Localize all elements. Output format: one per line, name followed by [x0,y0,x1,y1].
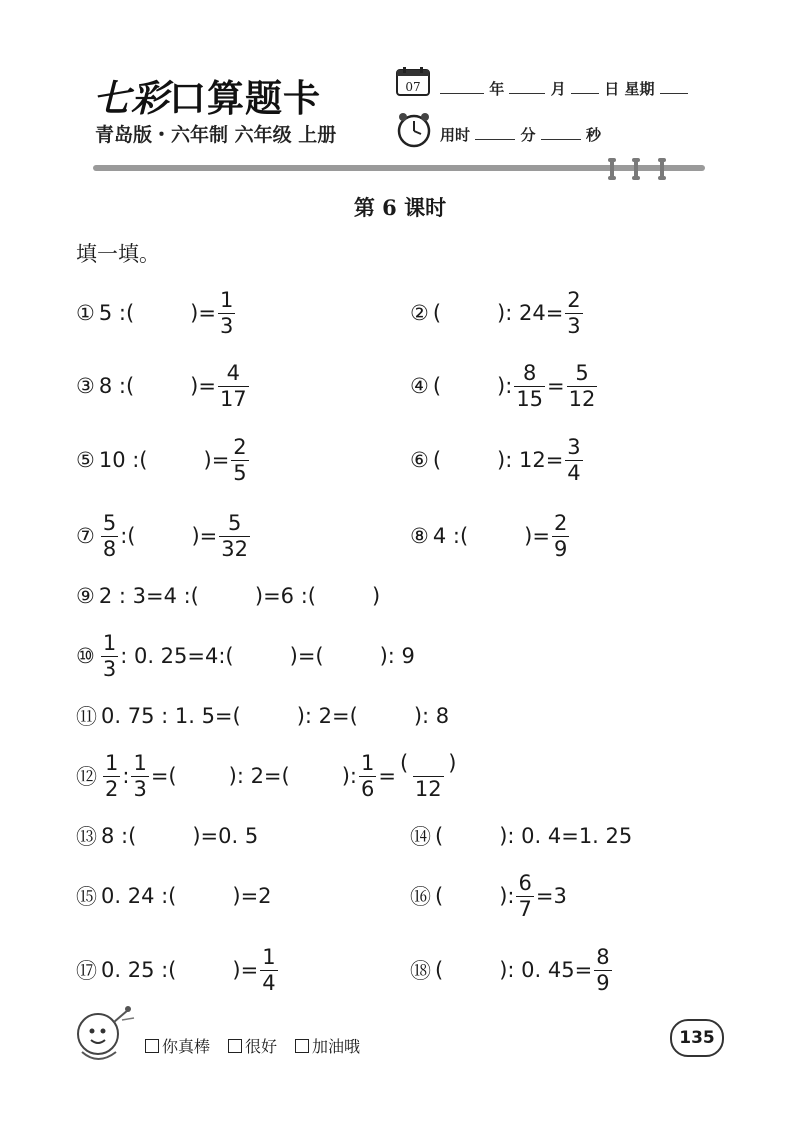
rating-great[interactable]: 你真棒 [145,1034,210,1057]
problem-4: ④ ( ): $\frac{8}{15}$ = $\frac{5}{12}$ [410,360,596,411]
brand-main: 口算题卡 [169,77,321,120]
page-number: 135 [670,1019,724,1057]
checkbox-icon[interactable] [295,1039,309,1053]
problem-11: ⑪ 0. 75 : 1. 5=( ): 2=( ): 8 [76,704,450,729]
fraction: $\frac{1}{3}$ [133,750,147,801]
fraction: $\frac{( )}{12}$ [399,750,457,801]
time-used-label: 用时 [440,126,471,144]
problem-9: ⑨ 2 : 3=4 :( )=6 :( ) [76,584,381,608]
date-month-label: 月 [550,80,566,98]
date-line [440,78,688,99]
fraction: $\frac{5}{8}$ [102,510,117,561]
fraction: $\frac{8}{15}$ [516,360,544,411]
fraction: $\frac{6}{7}$ [518,870,532,921]
date-weekday-label: 星期 [624,80,655,98]
rating-options [145,1034,360,1057]
date-year-label: 年 [489,80,505,98]
problem-18: ⑱ ( ): 0. 45= $\frac{8}{9}$ [410,944,610,995]
instruction: 填一填。 [76,242,160,266]
calendar-day: 07 [405,80,421,94]
binder-pin [634,158,638,180]
clock-icon [396,112,432,148]
time-min-label: 分 [520,126,536,144]
rating-good[interactable]: 很好 [228,1034,277,1057]
edition-label: 青岛版・六年制 六年级 上册 [95,124,337,146]
problem-12: ⑫ $\frac{1}{2}$ : $\frac{1}{3}$ =( ): 2=( ): $\frac{1}{6}$ = $\frac{( )}{12}$ [76,750,457,801]
problem-6: ⑥ ( ): 12= $\frac{3}{4}$ [410,434,581,485]
fraction: $\frac{2}{3}$ [567,287,581,338]
fraction: $\frac{5}{32}$ [221,510,249,561]
problem-16: ⑯ ( ): $\frac{6}{7}$ =3 [410,870,567,921]
fraction: $\frac{1}{3}$ [219,287,234,338]
problem-14: ⑭ ( ): 0. 4=1. 25 [410,824,633,849]
problem-1: ① 5 :( )= $\frac{1}{3}$ [76,287,234,338]
problem-2: ② ( ): 24= $\frac{2}{3}$ [410,287,581,338]
binder-pin [610,158,614,180]
rating-keep-going[interactable]: 加油哦 [295,1034,360,1057]
fraction: $\frac{8}{9}$ [596,944,610,995]
calendar-icon [396,66,430,96]
problem-8: ⑧ 4 :( )= $\frac{2}{9}$ [410,510,568,561]
time-line [440,124,601,145]
date-day-label: 日 [604,80,620,98]
problem-13: ⑬ 8 :( )=0. 5 [76,824,259,849]
fraction: $\frac{4}{17}$ [219,360,247,411]
time-sec-label: 秒 [585,126,601,144]
brand-prefix: 七彩 [93,76,169,120]
problem-5: ⑤ 10 :( )= $\frac{2}{5}$ [76,434,247,485]
fraction: $\frac{1}{2}$ [105,750,119,801]
fraction: $\frac{2}{9}$ [553,510,568,561]
checkbox-icon[interactable] [228,1039,242,1053]
binder-pin [660,158,664,180]
problem-15: ⑮ 0. 24 :( )=2 [76,884,272,909]
fraction: $\frac{5}{12}$ [568,360,596,411]
fraction: $\frac{1}{6}$ [361,750,375,801]
fraction: $\frac{2}{5}$ [233,434,247,485]
mascot-icon [68,1004,138,1070]
lesson-title: 第 6 课时 [353,195,447,220]
problem-17: ⑰ 0. 25 :( )= $\frac{1}{4}$ [76,944,276,995]
fraction: $\frac{3}{4}$ [567,434,581,485]
brand-title [93,68,321,122]
problem-3: ③ 8 :( )= $\frac{4}{17}$ [76,360,247,411]
problem-7: ⑦ $\frac{5}{8}$ :( )= $\frac{5}{32}$ [76,510,249,561]
fraction: $\frac{1}{3}$ [102,630,117,681]
fraction: $\frac{1}{4}$ [262,944,276,995]
problem-10: ⑩ $\frac{1}{3}$ : 0. 25=4:( )=( ): 9 [76,630,415,681]
checkbox-icon[interactable] [145,1039,159,1053]
